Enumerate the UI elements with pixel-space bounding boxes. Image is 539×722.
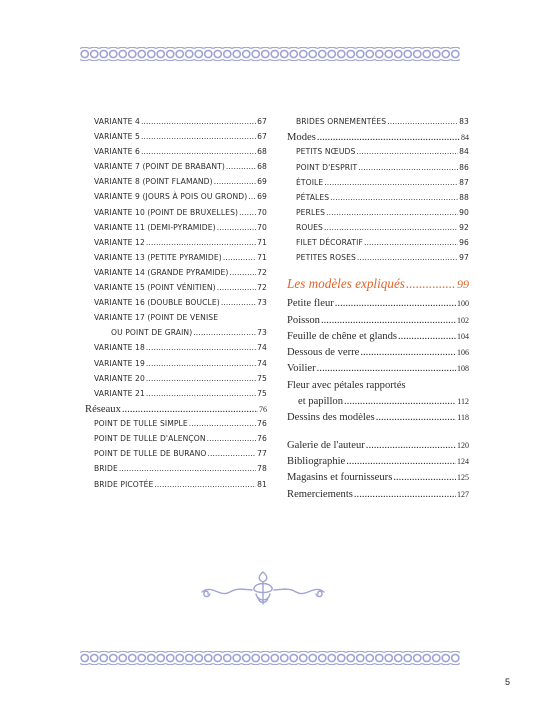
toc-dot-leader: [214, 178, 256, 186]
toc-entry-title: Poisson: [287, 314, 320, 326]
toc-page-number: 71: [257, 237, 267, 247]
toc-page-number: 104: [457, 331, 469, 341]
toc-dot-leader: [119, 465, 256, 473]
toc-page-number: 70: [257, 222, 267, 232]
toc-entry: [85, 163, 267, 178]
toc-entry: [287, 118, 469, 133]
toc-entry-title: BRIDE PICOTÉE: [94, 479, 154, 489]
toc-page-number: 73: [257, 328, 267, 338]
toc-entry: [85, 254, 267, 269]
toc-page-number: 76: [257, 434, 267, 444]
toc-dot-leader: [406, 277, 456, 290]
toc-entry-title: Magasins et fournisseurs: [287, 472, 393, 484]
toc-page-number: 97: [459, 253, 469, 263]
toc-page-number: 76: [257, 419, 267, 429]
toc-entry-title: VARIANTE 11 (DEMI-PYRAMIDE): [94, 222, 216, 232]
toc-page-number: 100: [457, 299, 469, 309]
toc-dot-leader: [189, 420, 256, 428]
toc-entry: [85, 405, 267, 420]
toc-page-number: 68: [257, 147, 267, 157]
toc-entry: [287, 332, 469, 348]
toc-entry-title: POINT DE TULLE DE BURANO: [94, 449, 207, 459]
toc-dot-leader: [321, 316, 456, 327]
toc-entry-title: PÉTALES: [296, 192, 330, 202]
toc-entry-title: VARIANTE 19: [94, 358, 145, 368]
toc-right-column: [287, 118, 469, 506]
toc-page-number: 74: [257, 343, 267, 353]
top-lace-border: [80, 47, 460, 61]
toc-entry-title: VARIANTE 4: [94, 117, 140, 126]
toc-page-number: 81: [257, 479, 267, 489]
toc-entry: [85, 209, 267, 224]
toc-entry-title: VARIANTE 13 (PETITE PYRAMIDE): [94, 252, 222, 262]
toc-dot-leader: [248, 193, 256, 201]
toc-dot-leader: [141, 118, 256, 126]
toc-page-number: 90: [459, 207, 469, 217]
toc-dot-leader: [324, 224, 458, 232]
toc-entry-title: VARIANTE 21: [94, 388, 145, 398]
toc-entry-title: VARIANTE 9 (JOURS À POIS OU GROND): [94, 192, 248, 202]
flourish-ornament-icon: [198, 568, 328, 608]
toc-dot-leader: [324, 179, 458, 187]
toc-dot-leader: [317, 133, 460, 144]
toc-page-number: 88: [459, 192, 469, 202]
toc-dot-leader: [387, 118, 458, 126]
toc-page-number: 69: [257, 192, 267, 202]
toc-entry-title: BRIDES ORNEMENTÉES: [296, 117, 387, 126]
toc-entry: [287, 299, 469, 315]
toc-dot-leader: [317, 364, 456, 375]
toc-page-number: 86: [459, 162, 469, 172]
toc-page-number: 75: [257, 373, 267, 383]
toc-page-number: 118: [457, 413, 469, 423]
toc-entry-title: VARIANTE 15 (POINT VÉNITIEN): [94, 283, 216, 293]
toc-entry-title: VARIANTE 5: [94, 132, 140, 142]
toc-page-number: 106: [457, 348, 469, 358]
toc-entry-title: VARIANTE 16 (DOUBLE BOUCLE): [94, 298, 220, 308]
toc-dot-leader: [217, 224, 256, 232]
toc-dot-leader: [335, 299, 456, 310]
page-number: 5: [505, 677, 511, 687]
toc-entry: [287, 239, 469, 254]
toc-entry: [85, 344, 267, 359]
toc-entry-title: Voilier: [287, 363, 316, 375]
toc-dot-leader: [141, 148, 256, 156]
toc-entry-title: Bibliographie: [287, 455, 346, 467]
toc-entry-title: VARIANTE 6: [94, 147, 140, 157]
toc-dot-leader: [229, 269, 256, 277]
toc-entry: [85, 360, 267, 375]
toc-entry: [287, 441, 469, 457]
toc-page-number: 112: [457, 397, 469, 407]
toc-entry-title: OU POINT DE GRAIN): [111, 328, 193, 338]
toc-page-number: 75: [257, 388, 267, 398]
toc-page-number: 96: [459, 238, 469, 248]
toc-entry: [85, 193, 267, 208]
toc-entry-title: VARIANTE 12: [94, 237, 145, 247]
toc-dot-leader: [146, 239, 256, 247]
toc-entry-title: Réseaux: [85, 403, 121, 415]
toc-dot-leader: [398, 332, 456, 343]
toc-page-number: 102: [457, 315, 469, 325]
toc-entry-title: FILET DÉCORATIF: [296, 238, 363, 248]
toc-entry-title: POINT DE TULLE SIMPLE: [94, 419, 188, 429]
toc-entry: [287, 164, 469, 179]
toc-entry-title: et papillon: [298, 396, 344, 408]
toc-entry-title: VARIANTE 7 (POINT DE BRABANT): [94, 162, 225, 172]
toc-entry-title: Les modèles expliqués: [287, 276, 405, 292]
toc-page-number: 108: [457, 364, 469, 374]
toc-entry: [287, 194, 469, 209]
toc-entry: [85, 269, 267, 284]
toc-dot-leader: [217, 284, 256, 292]
toc-entry: [85, 450, 267, 465]
toc-dot-leader: [146, 360, 256, 368]
toc-dot-leader: [122, 405, 258, 416]
toc-entry: [287, 381, 469, 397]
toc-page-number: 76: [259, 404, 267, 414]
toc-entry: [287, 209, 469, 224]
toc-page-number: 68: [257, 162, 267, 172]
toc-entry: [287, 457, 469, 473]
toc-page-number: 71: [257, 252, 267, 262]
toc-entry: [85, 299, 267, 314]
toc-entry: [85, 329, 267, 344]
toc-entry: [85, 133, 267, 148]
toc-page-number: 69: [257, 177, 267, 187]
toc-page-number: 83: [459, 117, 469, 126]
toc-page-number: 99: [457, 277, 469, 292]
toc-page-number: 125: [457, 473, 469, 483]
toc-entry-title: Dessous de verre: [287, 347, 360, 359]
toc-entry-title: VARIANTE 17 (POINT DE VENISE: [94, 313, 219, 323]
toc-dot-leader: [226, 163, 256, 171]
toc-dot-leader: [356, 148, 458, 156]
toc-chapter-heading: [287, 277, 469, 295]
toc-dot-leader: [360, 348, 456, 359]
toc-dot-leader: [326, 209, 458, 217]
toc-page-number: 73: [257, 298, 267, 308]
toc-page-number: 120: [457, 440, 469, 450]
toc-entry-title: BRIDE: [94, 464, 118, 474]
toc-dot-leader: [239, 209, 256, 217]
toc-dot-leader: [364, 239, 458, 247]
toc-entry: [287, 133, 469, 148]
toc-entry-title: VARIANTE 18: [94, 343, 145, 353]
toc-dot-leader: [223, 254, 256, 262]
toc-page-number: 92: [459, 222, 469, 232]
toc-dot-leader: [146, 344, 256, 352]
toc-dot-leader: [376, 413, 457, 424]
toc-entry: [287, 397, 469, 413]
toc-page-number: 67: [257, 117, 267, 126]
toc-entry: [85, 314, 267, 329]
toc-entry: [85, 178, 267, 193]
toc-entry-title: Fleur avec pétales rapportés: [287, 379, 406, 391]
toc-dot-leader: [207, 435, 256, 443]
toc-entry: [85, 284, 267, 299]
toc-entry: [85, 239, 267, 254]
toc-entry-title: ROUES: [296, 222, 323, 232]
toc-entry: [287, 224, 469, 239]
toc-page-number: 77: [257, 449, 267, 459]
toc-entry-title: PETITS NŒUDS: [296, 147, 356, 157]
toc-dot-leader: [357, 254, 458, 262]
toc-page-number: 74: [257, 358, 267, 368]
toc-entry-title: VARIANTE 14 (GRANDE PYRAMIDE): [94, 267, 229, 277]
toc-dot-leader: [358, 164, 458, 172]
toc-entry: [287, 254, 469, 269]
toc-entry-title: ÉTOILE: [296, 177, 324, 187]
toc-dot-leader: [366, 441, 456, 452]
toc-left-column: [85, 118, 267, 496]
toc-entry: [85, 481, 267, 496]
toc-dot-leader: [346, 457, 456, 468]
toc-entry-title: PERLES: [296, 207, 326, 217]
toc-page-number: 84: [459, 147, 469, 157]
toc-entry-title: PETITES ROSES: [296, 253, 356, 263]
toc-entry: [85, 148, 267, 163]
toc-entry: [287, 413, 469, 429]
toc-entry: [85, 118, 267, 133]
bottom-lace-border: [80, 651, 460, 665]
toc-entry: [287, 148, 469, 163]
toc-entry-title: Remerciements: [287, 488, 353, 500]
toc-entry-title: Feuille de chêne et glands: [287, 330, 398, 342]
toc-dot-leader: [221, 299, 256, 307]
toc-page-number: 124: [457, 456, 469, 466]
toc-entry: [287, 316, 469, 332]
toc-dot-leader: [330, 194, 458, 202]
toc-entry-title: POINT DE TULLE D'ALENÇON: [94, 434, 206, 444]
toc-dot-leader: [208, 450, 257, 458]
toc-page-number: 78: [257, 464, 267, 474]
toc-dot-leader: [393, 473, 456, 484]
toc-entry: [85, 465, 267, 480]
toc-page-number: 67: [257, 132, 267, 142]
toc-entry-title: VARIANTE 8 (POINT FLAMAND): [94, 177, 213, 187]
toc-dot-leader: [146, 390, 256, 398]
toc-dot-leader: [141, 133, 256, 141]
toc-entry-title: VARIANTE 20: [94, 373, 145, 383]
toc-entry: [287, 473, 469, 489]
toc-page-number: 72: [257, 267, 267, 277]
toc-entry-title: POINT D'ESPRIT: [296, 162, 358, 172]
toc-entry: [85, 390, 267, 405]
toc-page-number: 84: [461, 133, 469, 143]
toc-dot-leader: [193, 329, 256, 337]
toc-dot-leader: [354, 490, 456, 501]
toc-page-number: 72: [257, 283, 267, 293]
toc-page-number: 70: [257, 207, 267, 217]
toc-entry: [287, 179, 469, 194]
toc-entry: [85, 420, 267, 435]
toc-dot-leader: [154, 481, 256, 489]
toc-dot-leader: [344, 397, 456, 408]
toc-entry: [85, 435, 267, 450]
toc-entry-title: Dessins des modèles: [287, 412, 375, 424]
toc-entry-title: Modes: [287, 132, 316, 144]
toc-page-number: 127: [457, 489, 469, 499]
toc-page-number: 87: [459, 177, 469, 187]
toc-spacer: [287, 430, 469, 441]
toc-dot-leader: [146, 375, 256, 383]
toc-entry-title: VARIANTE 10 (POINT DE BRUXELLES): [94, 207, 239, 217]
toc-entry: [85, 224, 267, 239]
toc-entry-title: Galerie de l'auteur: [287, 439, 365, 451]
toc-entry: [287, 364, 469, 380]
toc-entry: [287, 348, 469, 364]
toc-entry-title: Petite fleur: [287, 298, 334, 310]
toc-entry: [287, 490, 469, 506]
toc-entry: [85, 375, 267, 390]
